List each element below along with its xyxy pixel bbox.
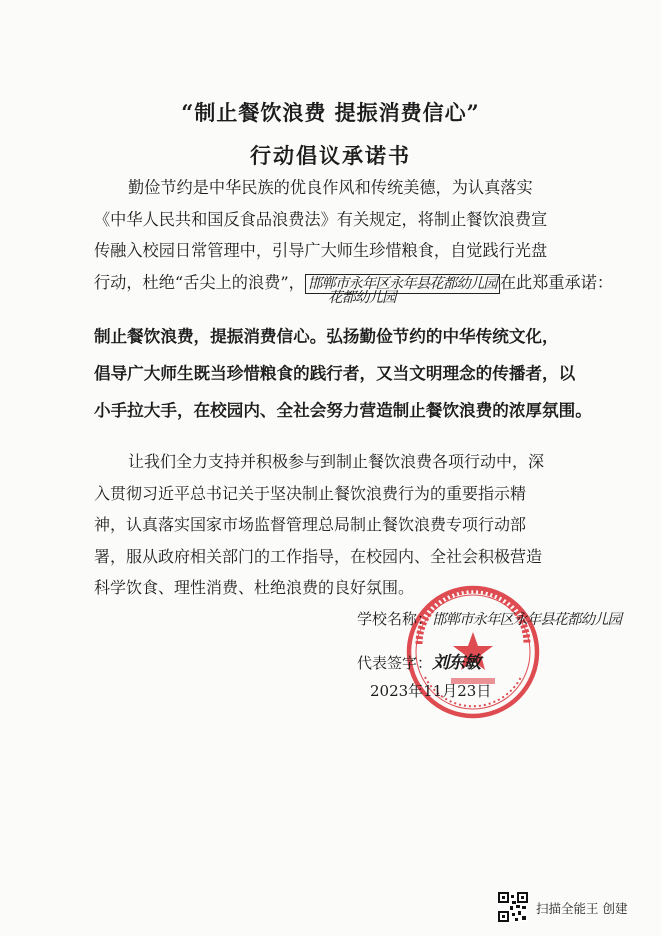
handwritten-rep-signature: 刘东敏 <box>432 653 481 673</box>
paragraph-3-line-1-text: 让我们全力支持并积极参与到制止餐饮浪费各项行动中，深 <box>128 452 545 471</box>
paragraph-2 <box>94 318 614 429</box>
rep-label: 代表签字： <box>357 654 433 672</box>
handwritten-school-name: 邯郸市永年区永年县花都幼儿园 <box>305 274 500 294</box>
paragraph-3-line: 神，认真落实国家市场监督管理总局制止餐饮浪费专项行动部 <box>94 515 527 534</box>
handwritten-school-signature: 邯郸市永年区永年县花都幼儿园 <box>432 612 622 628</box>
paragraph-1-line: 《中华人民共和国反食品浪费法》有关规定，将制止餐饮浪费宣 <box>94 209 548 229</box>
title-line-1: “制止餐饮浪费 提振消费信心” <box>181 100 480 125</box>
paragraph-2-line: 制止餐饮浪费，提振消费信心。弘扬勤俭节约的中华传统文化， <box>94 326 559 346</box>
paragraph-1-line-1-text: 勤俭节约是中华民族的优良作风和传统美德，为认真落实 <box>128 178 533 197</box>
paragraph-1-tail: 在此郑重承诺： <box>499 272 614 292</box>
title-line-2: 行动倡议承诺书 <box>250 143 411 168</box>
paragraph-3-line <box>94 446 604 478</box>
paragraph-2-line: 倡导广大师生既当珍惜粮食的践行者，又当文明理念的传播者，以 <box>94 363 576 383</box>
school-label: 学校名称： <box>357 610 433 628</box>
signature-school <box>357 608 621 629</box>
paragraph-3-line: 署，服从政府相关部门的工作指导，在校园内、全社会积极营造 <box>94 546 543 566</box>
paragraph-1-line-4-text: 行动，杜绝“舌尖上的浪费”， <box>94 272 305 292</box>
paragraph-3-line: 科学饮食、理性消费、杜绝浪费的良好氛围。 <box>94 578 415 597</box>
paragraph-2-line: 小手拉大手，在校园内、全社会努力营造制止餐饮浪费的浓厚氛围。 <box>94 400 592 420</box>
paragraph-3-line: 入贯彻习近平总书记关于坚决制止餐饮浪费行为的重要指示精 <box>94 483 527 503</box>
scanner-brand-watermark: 扫描全能王 创建 <box>536 901 628 916</box>
paragraph-1-line: 传融入校园日常管理中，引导广大师生珍惜粮食，自觉践行光盘 <box>94 241 548 260</box>
signature-date: 2023年11月23日 <box>370 682 492 700</box>
signature-representative <box>357 648 480 673</box>
paragraph-3 <box>94 446 604 604</box>
handwritten-school-name-continued: 花都幼儿园 <box>328 290 396 306</box>
paragraph-1-line <box>94 172 594 204</box>
qr-code-icon <box>498 892 528 922</box>
paragraph-1 <box>94 172 614 298</box>
